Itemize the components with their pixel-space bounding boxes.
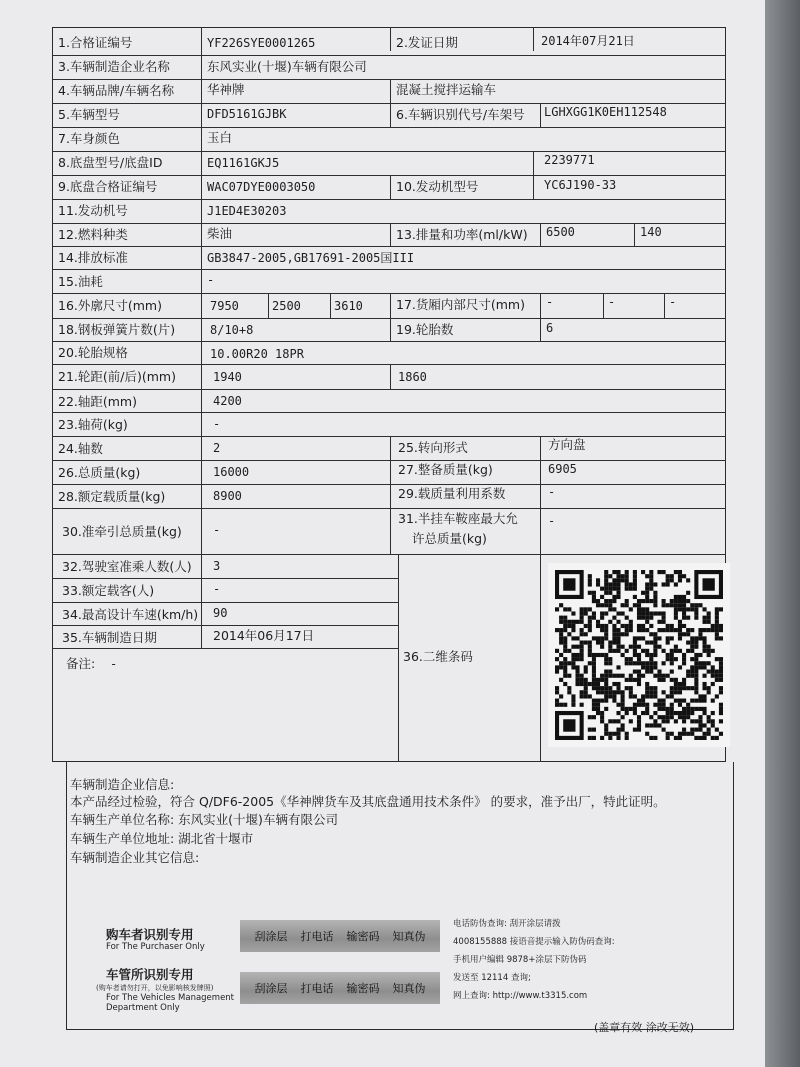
phone-line-2: 4008155888 接语音提示输入防伪码查询: <box>453 937 615 947</box>
field-2-label: 2.发证日期 <box>396 35 458 50</box>
field-34-label: 34.最高设计车速(km/h) <box>62 607 199 622</box>
table-rule-line <box>52 175 726 176</box>
field-25-label: 25.转向形式 <box>398 440 468 455</box>
field-33-label: 33.额定载客(人) <box>62 583 155 598</box>
field-12-value: 柴油 <box>207 226 233 241</box>
manufacturer-info-heading: 车辆制造企业信息: <box>70 777 175 792</box>
purchaser-title: 购车者识别专用 <box>106 927 194 942</box>
field-27-label: 27.整备质量(kg) <box>398 462 493 477</box>
phone-line-1: 电话防伪查询: 刮开涂层请拨 <box>453 919 561 929</box>
table-rule-line <box>540 554 541 762</box>
field-20-value: 10.00R20 18PR <box>210 347 304 361</box>
field-16-label: 16.外廓尺寸(mm) <box>58 298 162 313</box>
field-22-value: 4200 <box>213 394 242 408</box>
footer-note: (盖章有效 涂改无效) <box>594 1021 695 1034</box>
table-rule-line <box>634 223 635 246</box>
field-19-value: 6 <box>546 321 554 335</box>
field-5-label: 5.车辆型号 <box>58 107 120 122</box>
field-6-value: LGHXGG1K0EH112548 <box>544 105 667 119</box>
remark-label: 备注: <box>66 656 96 671</box>
table-rule-line <box>52 364 726 365</box>
table-rule-line <box>603 293 604 318</box>
dmv-scratch-panel[interactable] <box>240 972 440 1004</box>
table-rule-line <box>52 460 726 461</box>
remark-value: - <box>110 657 118 671</box>
table-rule-line <box>540 436 541 554</box>
dmv-subtitle-2: Department Only <box>106 1003 180 1013</box>
field-19-label: 19.轮胎数 <box>396 322 454 337</box>
table-rule-line <box>540 293 541 341</box>
field-18-label: 18.钢板弹簧片数(片) <box>58 322 176 337</box>
table-rule-line <box>52 625 398 626</box>
table-rule-line <box>52 648 398 649</box>
field-26-value: 16000 <box>213 465 250 479</box>
field-28-value: 8900 <box>213 489 242 503</box>
field-7-value: 玉白 <box>207 130 233 145</box>
field-13-value2: 140 <box>640 225 662 239</box>
table-rule-line <box>390 364 391 389</box>
field-8-label: 8.底盘型号/底盘ID <box>58 155 163 170</box>
field-4-label: 4.车辆品牌/车辆名称 <box>58 83 175 98</box>
field-17-value3: - <box>669 295 677 309</box>
field-33-value: - <box>213 582 221 596</box>
field-13-label: 13.排量和功率(ml/kW) <box>396 227 528 242</box>
field-14-value: GB3847-2005,GB17691-2005国III <box>207 251 415 265</box>
table-rule-line <box>664 293 665 318</box>
field-9-label: 9.底盘合格证编号 <box>58 179 158 194</box>
purchaser-subtitle: For The Purchaser Only <box>106 942 205 952</box>
field-24-value: 2 <box>213 441 221 455</box>
phone-line-4: 发送至 12114 查询; <box>453 973 531 983</box>
other-info: 车辆制造企业其它信息: <box>70 850 200 865</box>
field-5-value: DFD5161GJBK <box>207 107 287 121</box>
dmv-scratch-step-1: 刮涂层 <box>254 982 288 995</box>
field-15-value: - <box>207 273 215 287</box>
dmv-note: (购车者请勿打开，以免影响核发牌照) <box>96 984 214 992</box>
field-16-value2: 2500 <box>272 299 301 313</box>
table-rule-line <box>52 151 726 152</box>
table-rule-line <box>52 578 398 579</box>
field-27-value: 6905 <box>548 462 577 476</box>
field-36-label: 36.二维条码 <box>403 649 473 664</box>
field-15-label: 15.油耗 <box>58 274 103 289</box>
field-32-value: 3 <box>213 559 221 573</box>
field-10-value: YC6J190-33 <box>544 178 617 192</box>
table-rule-line <box>52 508 726 509</box>
field-31-value: - <box>548 514 556 528</box>
field-4-value2: 混凝土搅拌运输车 <box>396 82 497 97</box>
table-rule-line <box>533 27 534 51</box>
table-rule-line <box>540 103 541 127</box>
field-6-label: 6.车辆识别代号/车架号 <box>396 107 525 122</box>
field-16-value3: 3610 <box>334 299 363 313</box>
field-31-label: 31.半挂车鞍座最大允 <box>398 511 518 526</box>
field-32-label: 32.驾驶室准乘人数(人) <box>62 559 192 574</box>
field-14-label: 14.排放标准 <box>58 250 128 265</box>
table-rule-line <box>52 223 726 224</box>
field-13-value: 6500 <box>546 225 575 239</box>
producer-address: 车辆生产单位地址: 湖北省十堰市 <box>70 831 254 846</box>
field-1-label: 1.合格证编号 <box>58 35 133 50</box>
scratch-step-1: 刮涂层 <box>254 930 288 943</box>
field-17-value2: - <box>608 295 616 309</box>
field-21-label: 21.轮距(前/后)(mm) <box>58 369 176 384</box>
table-rule-line <box>52 412 726 413</box>
table-rule-line <box>201 27 202 648</box>
field-26-label: 26.总质量(kg) <box>58 465 141 480</box>
field-20-label: 20.轮胎规格 <box>58 345 128 360</box>
field-11-value: J1ED4E30203 <box>207 204 287 218</box>
scratch-step-2: 打电话 <box>300 930 334 943</box>
field-28-label: 28.额定载质量(kg) <box>58 489 166 504</box>
field-34-value: 90 <box>213 606 228 620</box>
field-10-label: 10.发动机型号 <box>396 179 479 194</box>
table-rule-line <box>52 246 726 247</box>
page-edge-shadow <box>765 0 800 1067</box>
field-17-label: 17.货厢内部尺寸(mm) <box>396 297 525 312</box>
field-24-label: 24.轴数 <box>58 441 103 456</box>
scratch-step-4: 知真伪 <box>392 930 426 943</box>
inspection-statement: 本产品经过检验，符合 Q/DF6-2005《华神牌货车及其底盘通用技术条件》 的要求，准予出厂，特此证明。 <box>70 794 666 809</box>
field-2-value: 2014年07月21日 <box>541 34 635 48</box>
table-rule-line <box>390 293 391 341</box>
table-rule-line <box>52 602 398 603</box>
field-22-label: 22.轴距(mm) <box>58 394 137 409</box>
field-3-label: 3.车辆制造企业名称 <box>58 59 170 74</box>
field-8-value2: 2239771 <box>544 153 595 167</box>
table-rule-line <box>390 27 391 51</box>
table-rule-line <box>52 79 726 80</box>
phone-line-5: 网上查询: http://www.t3315.com <box>453 991 588 1001</box>
phone-line-3: 手机用户编辑 9878+涂层下防伪码 <box>453 955 587 965</box>
field-9-value: WAC07DYE0003050 <box>207 180 316 194</box>
table-rule-line <box>52 269 726 270</box>
table-rule-line <box>330 293 331 318</box>
table-rule-line <box>52 436 726 437</box>
table-rule-line <box>52 293 726 294</box>
field-17-value: - <box>546 295 554 309</box>
field-18-value: 8/10+8 <box>210 323 254 337</box>
table-rule-line <box>390 223 391 246</box>
table-rule-line <box>398 554 399 762</box>
field-8-value: EQ1161GKJ5 <box>207 156 280 170</box>
table-rule-line <box>52 484 726 485</box>
producer-name: 车辆生产单位名称: 东风实业(十堰)车辆有限公司 <box>70 812 338 827</box>
field-7-label: 7.车身颜色 <box>58 131 120 146</box>
table-rule-line <box>52 318 726 319</box>
table-rule-line <box>533 151 534 199</box>
dmv-scratch-step-4: 知真伪 <box>392 982 426 995</box>
table-rule-line <box>390 175 391 199</box>
table-rule-line <box>52 127 726 128</box>
field-3-value: 东风实业(十堰)车辆有限公司 <box>207 59 367 74</box>
field-29-value: - <box>548 485 556 499</box>
purchaser-scratch-panel[interactable] <box>240 920 440 952</box>
table-rule-line <box>52 389 726 390</box>
field-11-label: 11.发动机号 <box>58 203 128 218</box>
field-1-value: YF226SYE0001265 <box>207 36 316 50</box>
field-23-label: 23.轴荷(kg) <box>58 417 128 432</box>
table-rule-line <box>52 341 726 342</box>
dmv-subtitle-1: For The Vehicles Management <box>106 993 235 1003</box>
table-rule-line <box>268 293 269 318</box>
table-rule-line <box>52 554 726 555</box>
field-16-value: 7950 <box>210 299 239 313</box>
field-30-label: 30.准牵引总质量(kg) <box>62 524 182 539</box>
field-30-value: - <box>213 523 221 537</box>
table-rule-line <box>390 436 391 554</box>
table-rule-line <box>540 223 541 246</box>
table-rule-line <box>52 55 726 56</box>
field-12-label: 12.燃料种类 <box>58 227 128 242</box>
field-4-value: 华神牌 <box>207 82 245 97</box>
field-21-value2: 1860 <box>398 370 427 384</box>
scratch-step-3: 输密码 <box>346 930 380 943</box>
table-rule-line <box>390 79 391 127</box>
dmv-scratch-step-2: 打电话 <box>300 982 334 995</box>
field-21-value: 1940 <box>213 370 242 384</box>
dmv-title: 车管所识别专用 <box>106 967 194 982</box>
qr-code <box>555 570 723 740</box>
field-23-value: - <box>213 417 221 431</box>
table-rule-line <box>52 199 726 200</box>
dmv-scratch-step-3: 输密码 <box>346 982 380 995</box>
field-31-label-line2: 许总质量(kg) <box>412 531 487 546</box>
field-25-value: 方向盘 <box>548 437 586 452</box>
field-35-label: 35.车辆制造日期 <box>62 630 157 645</box>
field-35-value: 2014年06月17日 <box>213 628 315 643</box>
field-29-label: 29.载质量利用系数 <box>398 486 506 501</box>
